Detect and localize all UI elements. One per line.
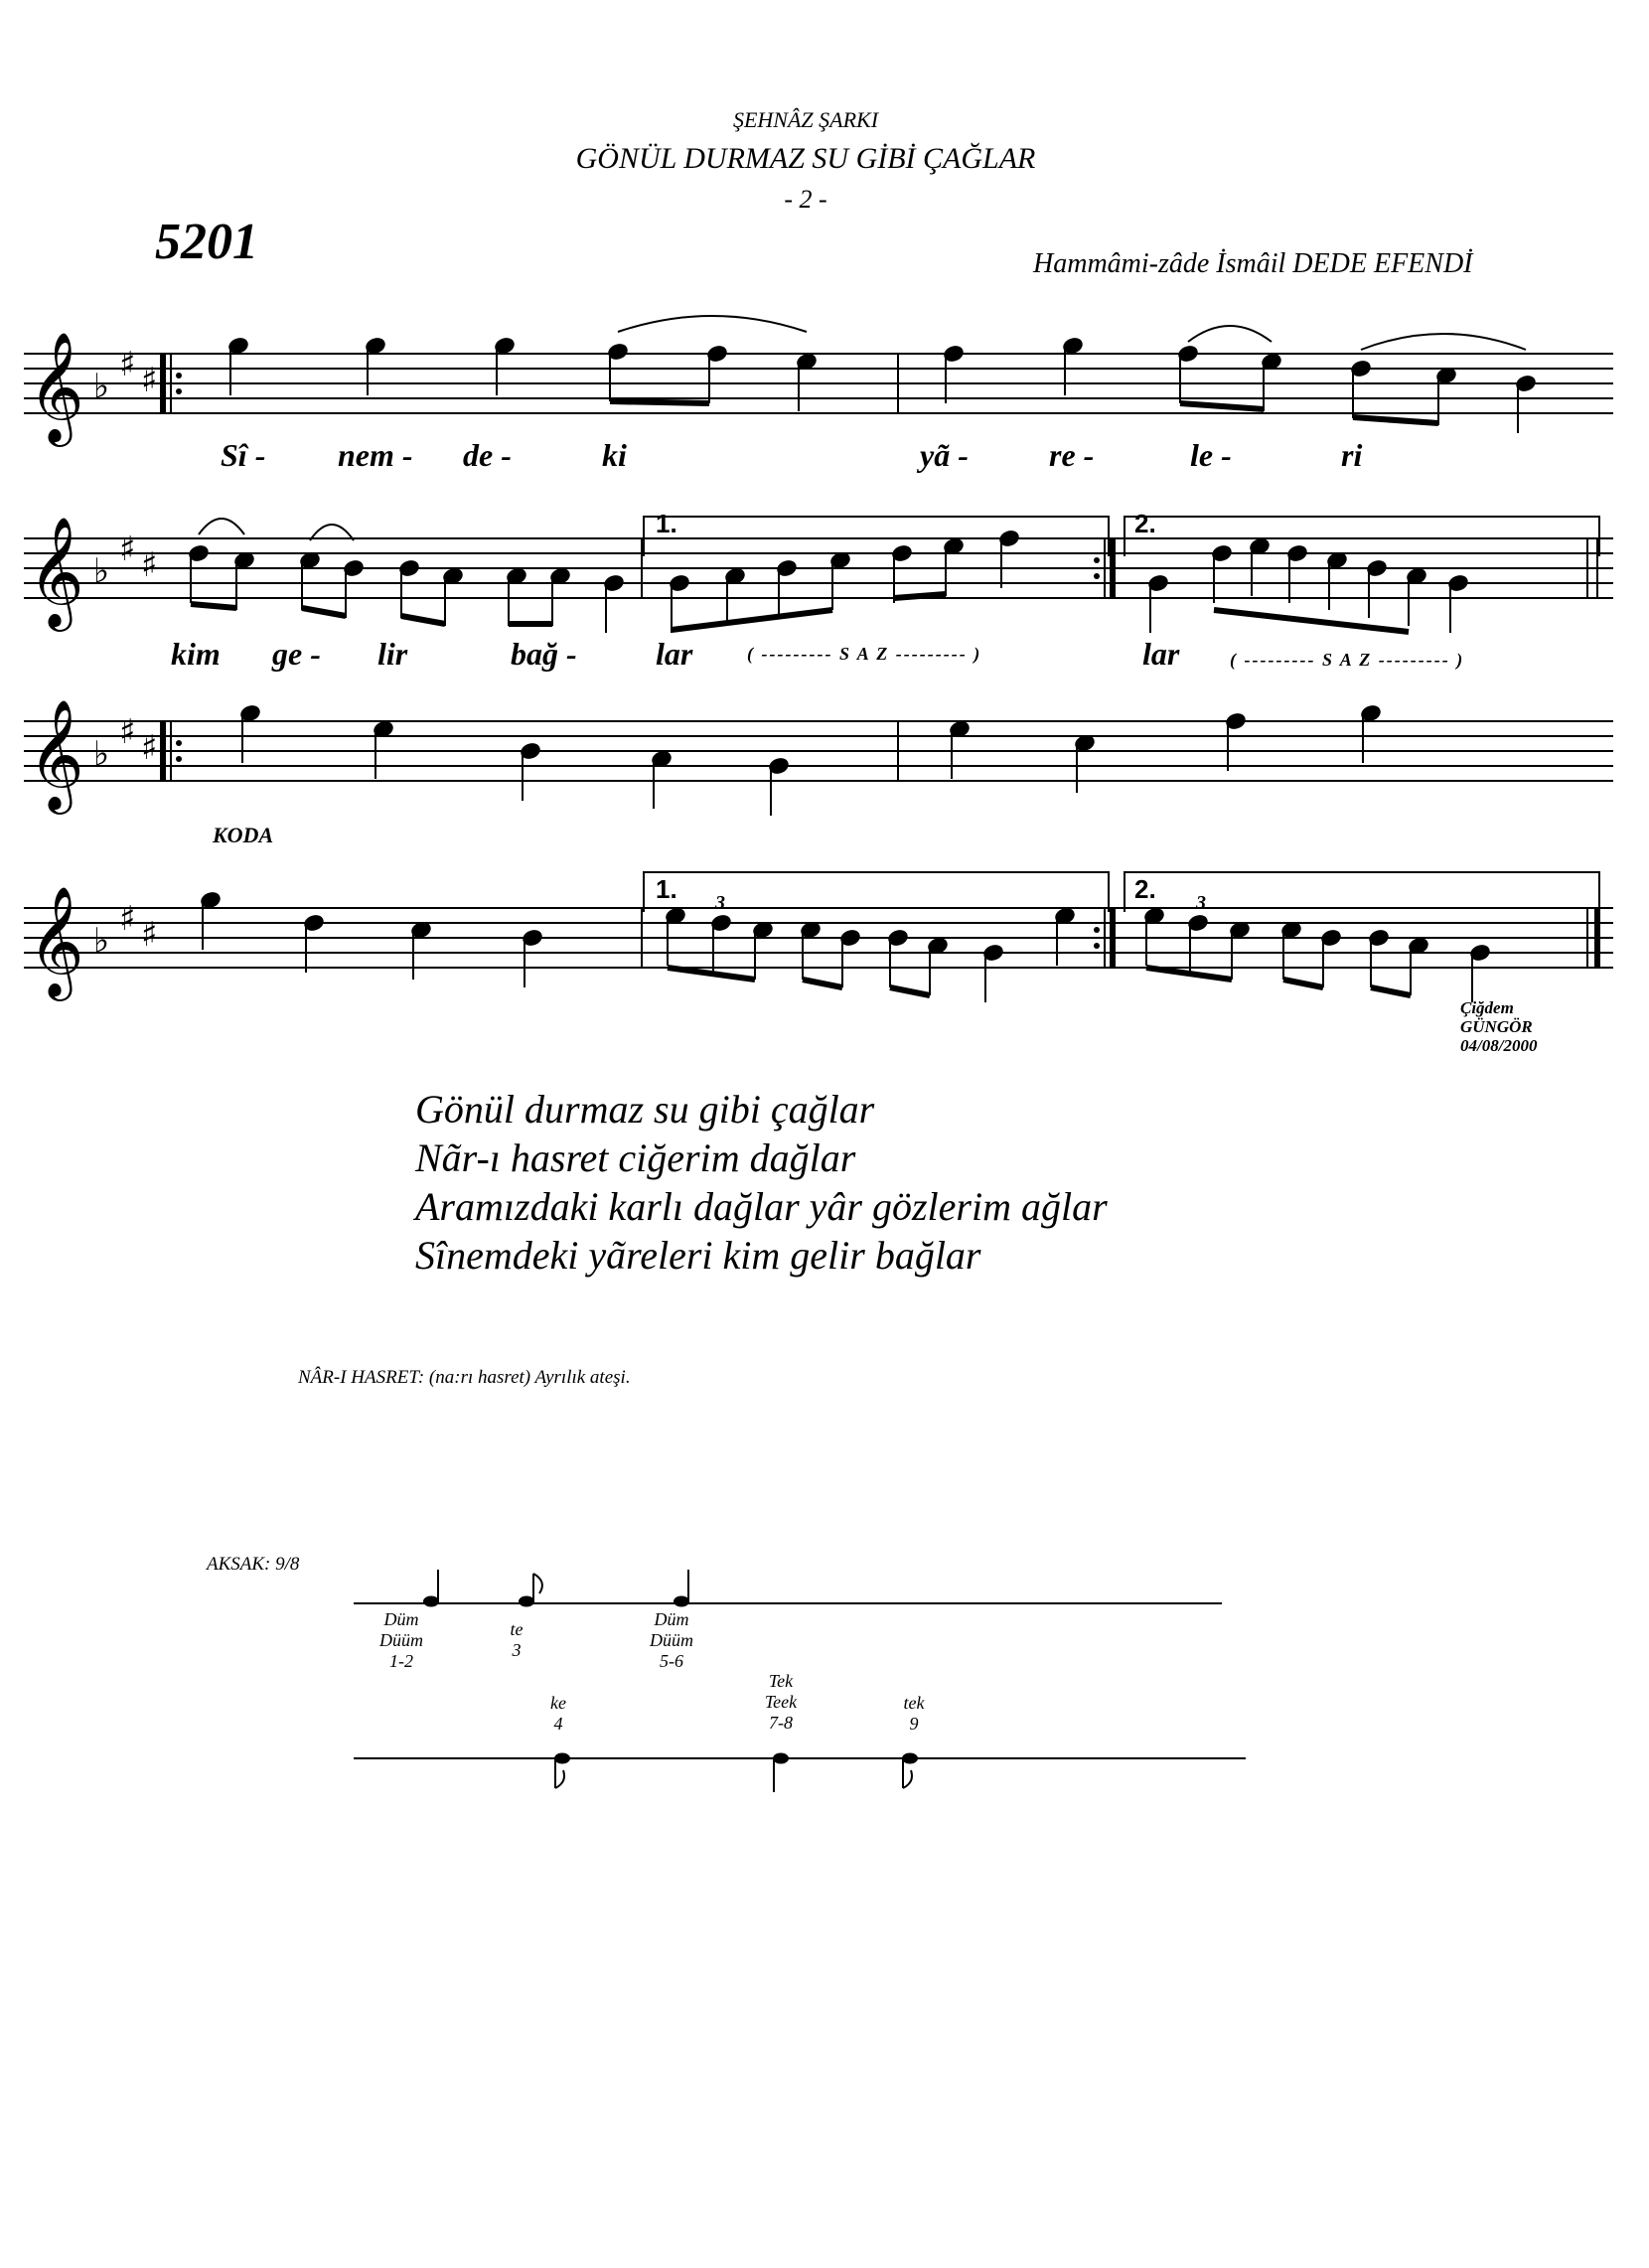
usul-note-head	[423, 1596, 439, 1607]
slur	[199, 519, 244, 534]
treble-clef: 𝄞	[28, 331, 84, 442]
key-signature-sharp: ♯	[119, 712, 136, 752]
lyrics-line: Nãr-ı hasret ciğerim dağlar	[415, 1135, 856, 1180]
key-signature-sharp: ♯	[119, 529, 136, 569]
footnote: NÂR-I HASRET: (na:rı hasret) Ayrılık ateşi.	[298, 1367, 631, 1388]
lyric-syllable: de -	[463, 437, 512, 473]
repeat-dot	[176, 388, 182, 394]
note-beam	[1371, 987, 1411, 995]
koda-label: KODA	[213, 823, 274, 847]
slur	[1361, 334, 1526, 350]
note-beam	[302, 608, 346, 616]
lyrics-line: Sînemdeki yãreleri kim gelir bağlar	[415, 1233, 981, 1278]
volta-bracket	[644, 872, 1109, 912]
usul-label: AKSAK: 9/8	[207, 1554, 300, 1575]
repeat-dot	[1094, 557, 1100, 563]
lyric-syllable: re -	[1049, 437, 1095, 473]
note-beam	[1283, 980, 1323, 987]
lyric-syllable: lir	[377, 636, 408, 672]
lyric-syllable: kim	[171, 636, 221, 672]
treble-clef: 𝄞	[28, 885, 84, 996]
repeat-dot	[1094, 927, 1100, 933]
transcriber-date: 04/08/2000	[1460, 1036, 1538, 1055]
repeat-dot	[176, 740, 182, 746]
usul-note-flag	[533, 1574, 542, 1593]
key-signature-sharp: ♯	[141, 728, 158, 768]
lyric-syllable: bağ -	[511, 636, 577, 672]
usul-note-flag	[903, 1770, 912, 1788]
repeat-dot	[1094, 943, 1100, 949]
catalog-number: 5201	[155, 214, 258, 270]
usul-lower-stroke: tek 9	[903, 1693, 925, 1734]
saz-marker: ( --------- S A Z --------- )	[1230, 650, 1465, 670]
usul-note-head	[554, 1753, 570, 1764]
note-beam	[894, 594, 946, 598]
key-signature-flat: ♭	[93, 367, 110, 406]
lyric-syllable: ki	[602, 437, 627, 473]
note-beam	[1353, 417, 1438, 423]
note-beam	[668, 968, 755, 980]
key-signature-sharp: ♯	[141, 915, 158, 955]
note-beam	[1214, 610, 1409, 632]
ending-2-label: 2.	[1134, 509, 1156, 538]
usul-note-head	[674, 1596, 689, 1607]
usul-upper-stroke: Düm Düüm 1-2	[379, 1609, 423, 1671]
lyric-syllable: ri	[1341, 437, 1363, 473]
usul-lower-stroke: ke 4	[550, 1693, 566, 1734]
usul-lower-stroke: Tek Teek 7-8	[764, 1671, 798, 1733]
key-signature-flat: ♭	[93, 734, 110, 774]
repeat-dot	[176, 756, 182, 762]
ending-2-label: 2.	[1134, 874, 1156, 904]
triplet-mark: 3	[1196, 892, 1206, 914]
lyrics-line: Gönül durmaz su gibi çağlar	[415, 1087, 875, 1132]
note-beam	[803, 980, 842, 987]
ending-1-label: 1.	[656, 874, 677, 904]
usul-note-head	[519, 1596, 534, 1607]
treble-clef: 𝄞	[28, 698, 84, 810]
repeat-dot	[176, 373, 182, 378]
note-beam	[1180, 403, 1264, 409]
note-beam	[610, 401, 709, 403]
slur	[618, 316, 807, 332]
transcriber-credit	[1460, 998, 1537, 1055]
usul-note-head	[902, 1753, 918, 1764]
song-form: ŞEHNÂZ ŞARKI	[732, 107, 879, 132]
ending-1-label: 1.	[656, 509, 677, 538]
transcriber-first-name: Çiğdem	[1460, 998, 1514, 1017]
key-signature-sharp: ♯	[119, 899, 136, 939]
lyric-syllable: lar	[656, 636, 693, 672]
usul-note-head	[773, 1753, 789, 1764]
composer: Hammâmi-zâde İsmâil DEDE EFENDİ	[1033, 248, 1473, 279]
lyric-syllable: yã -	[920, 437, 969, 473]
key-signature-flat: ♭	[93, 551, 110, 591]
key-signature-flat: ♭	[93, 921, 110, 961]
lyric-syllable: Sî -	[221, 437, 266, 473]
saz-marker: ( --------- S A Z --------- )	[747, 644, 982, 664]
slur	[1188, 326, 1272, 342]
repeat-dot	[1094, 573, 1100, 579]
lyric-syllable: le -	[1190, 437, 1232, 473]
song-title: GÖNÜL DURMAZ SU GİBİ ÇAĞLAR	[575, 142, 1036, 175]
lyric-syllable: ge -	[272, 636, 321, 672]
note-beam	[401, 616, 445, 624]
volta-bracket	[1124, 517, 1599, 556]
page-number: - 2 -	[784, 185, 827, 214]
volta-bracket	[644, 517, 1109, 556]
key-signature-sharp: ♯	[141, 545, 158, 585]
usul-upper-stroke: te 3	[510, 1619, 524, 1660]
key-signature-sharp: ♯	[141, 361, 158, 400]
note-beam	[191, 604, 236, 608]
transcriber-last-name: GÜNGÖR	[1460, 1017, 1533, 1036]
note-beam	[672, 610, 832, 630]
key-signature-sharp: ♯	[119, 345, 136, 384]
lyric-syllable: nem -	[338, 437, 413, 473]
usul-upper-stroke: Düm Düüm 5-6	[650, 1609, 693, 1671]
lyrics-line: Aramızdaki karlı dağlar yâr gözlerim ağlar	[415, 1184, 1108, 1229]
note-beam	[890, 987, 930, 995]
usul-note-flag	[555, 1770, 564, 1788]
lyric-syllable: lar	[1142, 636, 1180, 672]
triplet-mark: 3	[715, 892, 725, 914]
lyrics-block	[415, 1085, 1108, 1280]
treble-clef: 𝄞	[28, 516, 84, 627]
